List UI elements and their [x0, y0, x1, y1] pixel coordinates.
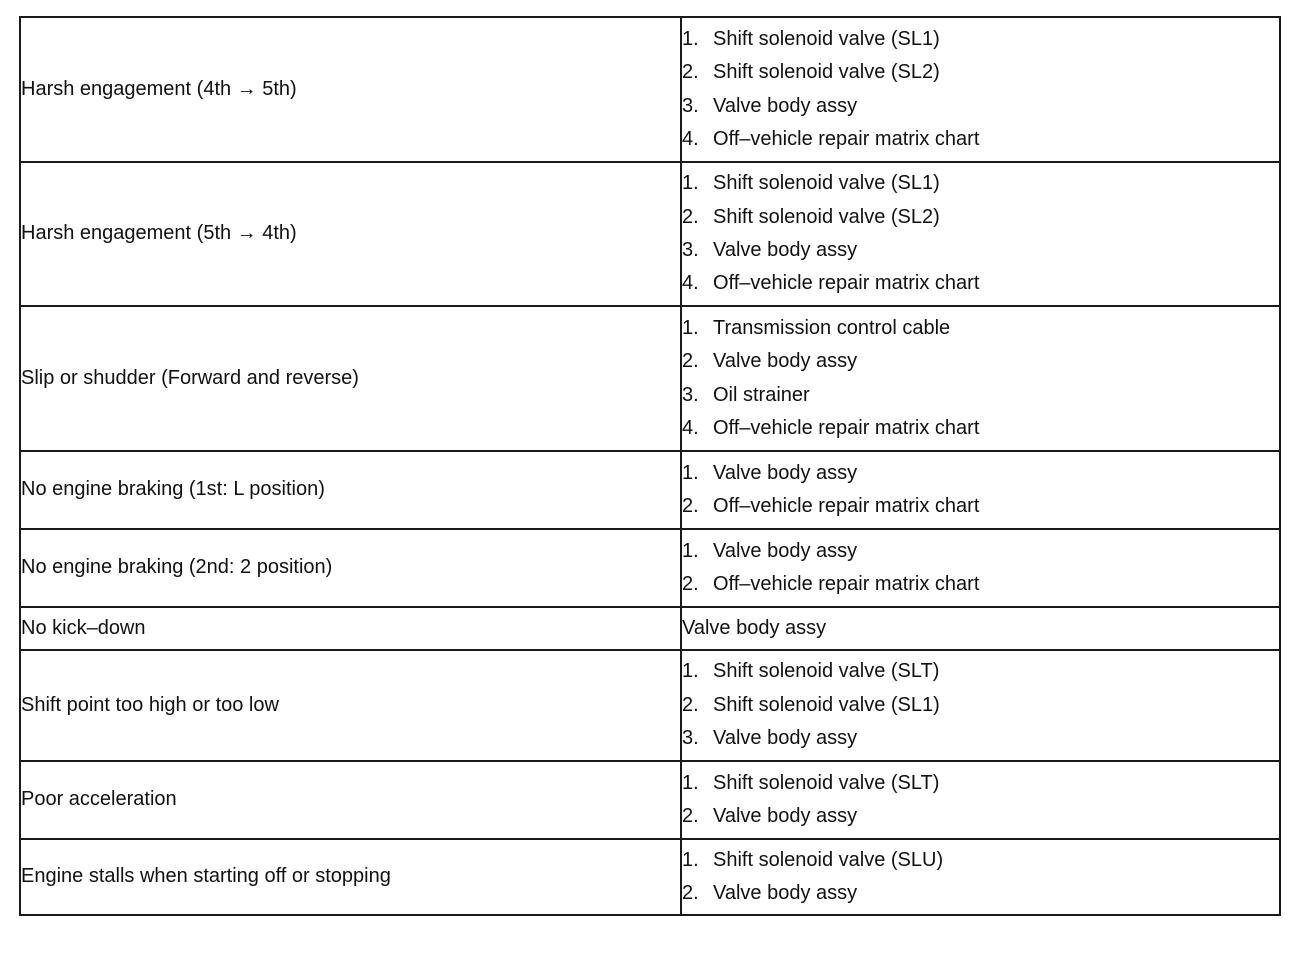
- parts-cell: [681, 17, 1280, 162]
- symptom-cell: Engine stalls when starting off or stopping: [20, 839, 681, 915]
- item-number: 2.: [682, 350, 699, 373]
- item-number: 3.: [682, 383, 699, 406]
- parts-list-item: [682, 90, 1279, 123]
- part-name: Off–vehicle repair matrix chart: [713, 495, 980, 517]
- part-name: Shift solenoid valve (SLT): [713, 660, 940, 683]
- parts-cell: [681, 839, 1280, 915]
- item-number: 1.: [682, 316, 699, 339]
- parts-list-item: [682, 267, 1279, 300]
- table-row: [20, 306, 1280, 451]
- item-number: 1.: [682, 539, 699, 562]
- parts-list-item: [682, 689, 1279, 722]
- parts-list-item: [682, 379, 1279, 412]
- part-name: Shift solenoid valve (SL1): [713, 693, 940, 716]
- parts-cell: [681, 529, 1280, 607]
- parts-list-item: [682, 490, 1279, 523]
- item-number: 1.: [682, 660, 699, 683]
- part-name: Shift solenoid valve (SLU): [713, 848, 944, 871]
- item-number: 3.: [682, 94, 699, 117]
- parts-list-item: [682, 412, 1279, 445]
- part-name: Valve body assy: [713, 350, 858, 373]
- item-number: 3.: [682, 727, 699, 750]
- item-number: 4.: [682, 272, 699, 295]
- part-name: Valve body assy: [713, 727, 858, 750]
- item-number: 1.: [682, 848, 699, 871]
- table-row: [20, 607, 1280, 650]
- symptom-parts-table: [19, 16, 1281, 916]
- parts-cell: [681, 650, 1280, 761]
- part-name: Valve body assy: [713, 805, 858, 827]
- part-name: Valve body assy: [713, 239, 858, 261]
- symptom-cell: Poor acceleration: [20, 761, 681, 839]
- symptom-cell: Harsh engagement (5th → 4th): [20, 162, 681, 306]
- part-name: Valve body assy: [713, 461, 858, 484]
- table-row: [20, 451, 1280, 529]
- table-row: [20, 529, 1280, 607]
- item-number: 2.: [682, 882, 699, 904]
- part-name: Off–vehicle repair matrix chart: [713, 127, 980, 150]
- part-name: Oil strainer: [713, 383, 810, 406]
- parts-list-item: [682, 877, 1279, 910]
- parts-cell: [681, 451, 1280, 529]
- item-number: 2.: [682, 205, 699, 228]
- parts-cell: [681, 306, 1280, 451]
- item-number: 4.: [682, 416, 699, 439]
- symptom-cell: Slip or shudder (Forward and reverse): [20, 306, 681, 451]
- symptom-cell: No engine braking (2nd: 2 position): [20, 529, 681, 607]
- part-name: Transmission control cable: [713, 316, 951, 339]
- part-name: Valve body assy: [713, 539, 858, 562]
- part-name: Off–vehicle repair matrix chart: [713, 272, 980, 295]
- table-row: [20, 162, 1280, 306]
- parts-cell: Valve body assy: [681, 607, 1280, 650]
- parts-list-item: [682, 23, 1279, 56]
- item-number: 1.: [682, 172, 699, 195]
- parts-list-item: [682, 345, 1279, 378]
- parts-list-item: [682, 844, 1279, 877]
- parts-list-item: [682, 800, 1279, 833]
- parts-list-item: [682, 123, 1279, 156]
- part-name: Shift solenoid valve (SL1): [713, 27, 940, 50]
- part-name: Shift solenoid valve (SL2): [713, 61, 940, 84]
- part-name: Valve body assy: [713, 94, 858, 117]
- parts-list-item: [682, 312, 1279, 345]
- part-name: Off–vehicle repair matrix chart: [713, 573, 980, 595]
- item-number: 2.: [682, 573, 699, 595]
- part-name: Shift solenoid valve (SLT): [713, 771, 940, 794]
- part-name: Off–vehicle repair matrix chart: [713, 416, 980, 439]
- item-number: 2.: [682, 61, 699, 84]
- part-name: Valve body assy: [713, 882, 858, 904]
- symptom-cell: No kick–down: [20, 607, 681, 650]
- parts-list-item: [682, 655, 1279, 688]
- item-number: 3.: [682, 239, 699, 261]
- item-number: 1.: [682, 461, 699, 484]
- symptom-cell: No engine braking (1st: L position): [20, 451, 681, 529]
- item-number: 2.: [682, 805, 699, 827]
- parts-list-item: [682, 167, 1279, 200]
- table-row: [20, 650, 1280, 761]
- parts-cell: [681, 761, 1280, 839]
- parts-list-item: [682, 722, 1279, 755]
- table-row: [20, 17, 1280, 162]
- item-number: 2.: [682, 495, 699, 517]
- item-number: 2.: [682, 693, 699, 716]
- parts-list-item: [682, 457, 1279, 490]
- table-row: [20, 761, 1280, 839]
- parts-list-item: [682, 568, 1279, 601]
- parts-list-item: [682, 535, 1279, 568]
- parts-list-item: [682, 767, 1279, 800]
- table-row: [20, 839, 1280, 915]
- symptom-cell: Harsh engagement (4th → 5th): [20, 17, 681, 162]
- symptom-cell: Shift point too high or too low: [20, 650, 681, 761]
- part-name: Shift solenoid valve (SL1): [713, 172, 940, 195]
- parts-list-item: [682, 201, 1279, 234]
- item-number: 1.: [682, 771, 699, 794]
- item-number: 4.: [682, 127, 699, 150]
- part-name: Shift solenoid valve (SL2): [713, 205, 940, 228]
- parts-list-item: [682, 234, 1279, 267]
- parts-cell: [681, 162, 1280, 306]
- parts-list-item: [682, 56, 1279, 89]
- item-number: 1.: [682, 27, 699, 50]
